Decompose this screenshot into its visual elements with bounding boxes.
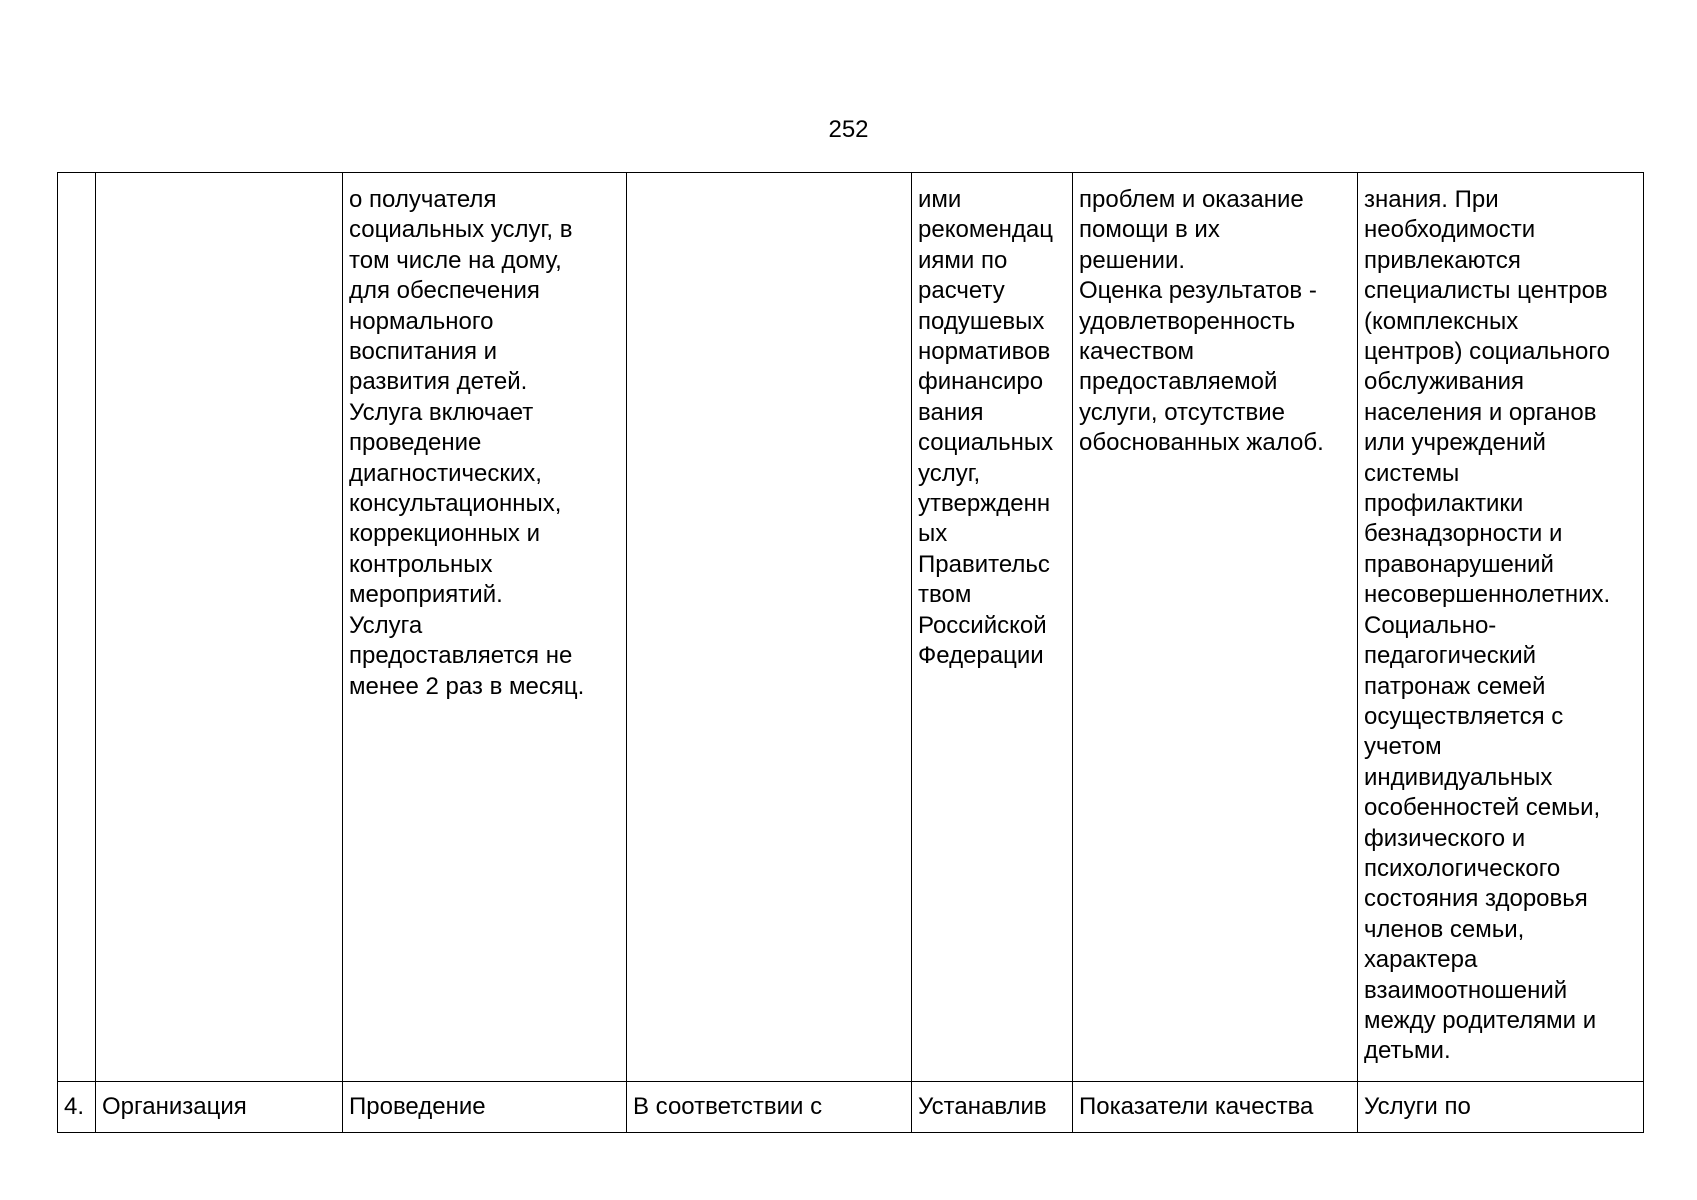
cell-quality-indicators: проблем и оказание помощи в их решении. Оценка результатов - удовлетворенность качеством предоставляемой услуги, отсутствие обоснованных жалоб. bbox=[1073, 173, 1358, 1082]
cell-service-name bbox=[96, 173, 343, 1082]
cell-service-name: Организация bbox=[96, 1082, 343, 1133]
table-row-continued bbox=[58, 173, 1644, 1082]
cell-conditions: знания. При необходимости привлекаются специалисты центров (комплексных центров) социального обслуживания населения и органов или учреждений системы профилактики безнадзорности и правонарушений несовершеннолетних. Социально- педагогический патронаж семей осуществляется с учетом индивидуальных особенностей семьи, физического и психологического состояния здоровья членов семьи, характера взаимоотношений между родителями и детьми. bbox=[1358, 173, 1644, 1082]
cell-number bbox=[58, 173, 96, 1082]
cell-delivery-terms bbox=[627, 173, 912, 1082]
cell-tariff: Устанавлив bbox=[912, 1082, 1073, 1133]
services-table bbox=[57, 172, 1644, 1133]
cell-conditions: Услуги по bbox=[1358, 1082, 1644, 1133]
cell-quality-indicators: Показатели качества bbox=[1073, 1082, 1358, 1133]
cell-tariff: ими рекомендац иями по расчету подушевых нормативов финансиро вания социальных услуг, утвержденн ых Правительс твом Российской Федерации bbox=[912, 173, 1073, 1082]
cell-number: 4. bbox=[58, 1082, 96, 1133]
table-row-4 bbox=[58, 1082, 1644, 1133]
cell-delivery-terms: В соответствии с bbox=[627, 1082, 912, 1133]
page-number: 252 bbox=[828, 116, 869, 143]
cell-service-description: Проведение bbox=[343, 1082, 627, 1133]
cell-service-description: о получателя социальных услуг, в том числе на дому, для обеспечения нормального воспитания и развития детей. Услуга включает проведение диагностических, консультационных, коррекционных и контрольных мероприятий. Услуга предоставляется не менее 2 раз в месяц. bbox=[343, 173, 627, 1082]
